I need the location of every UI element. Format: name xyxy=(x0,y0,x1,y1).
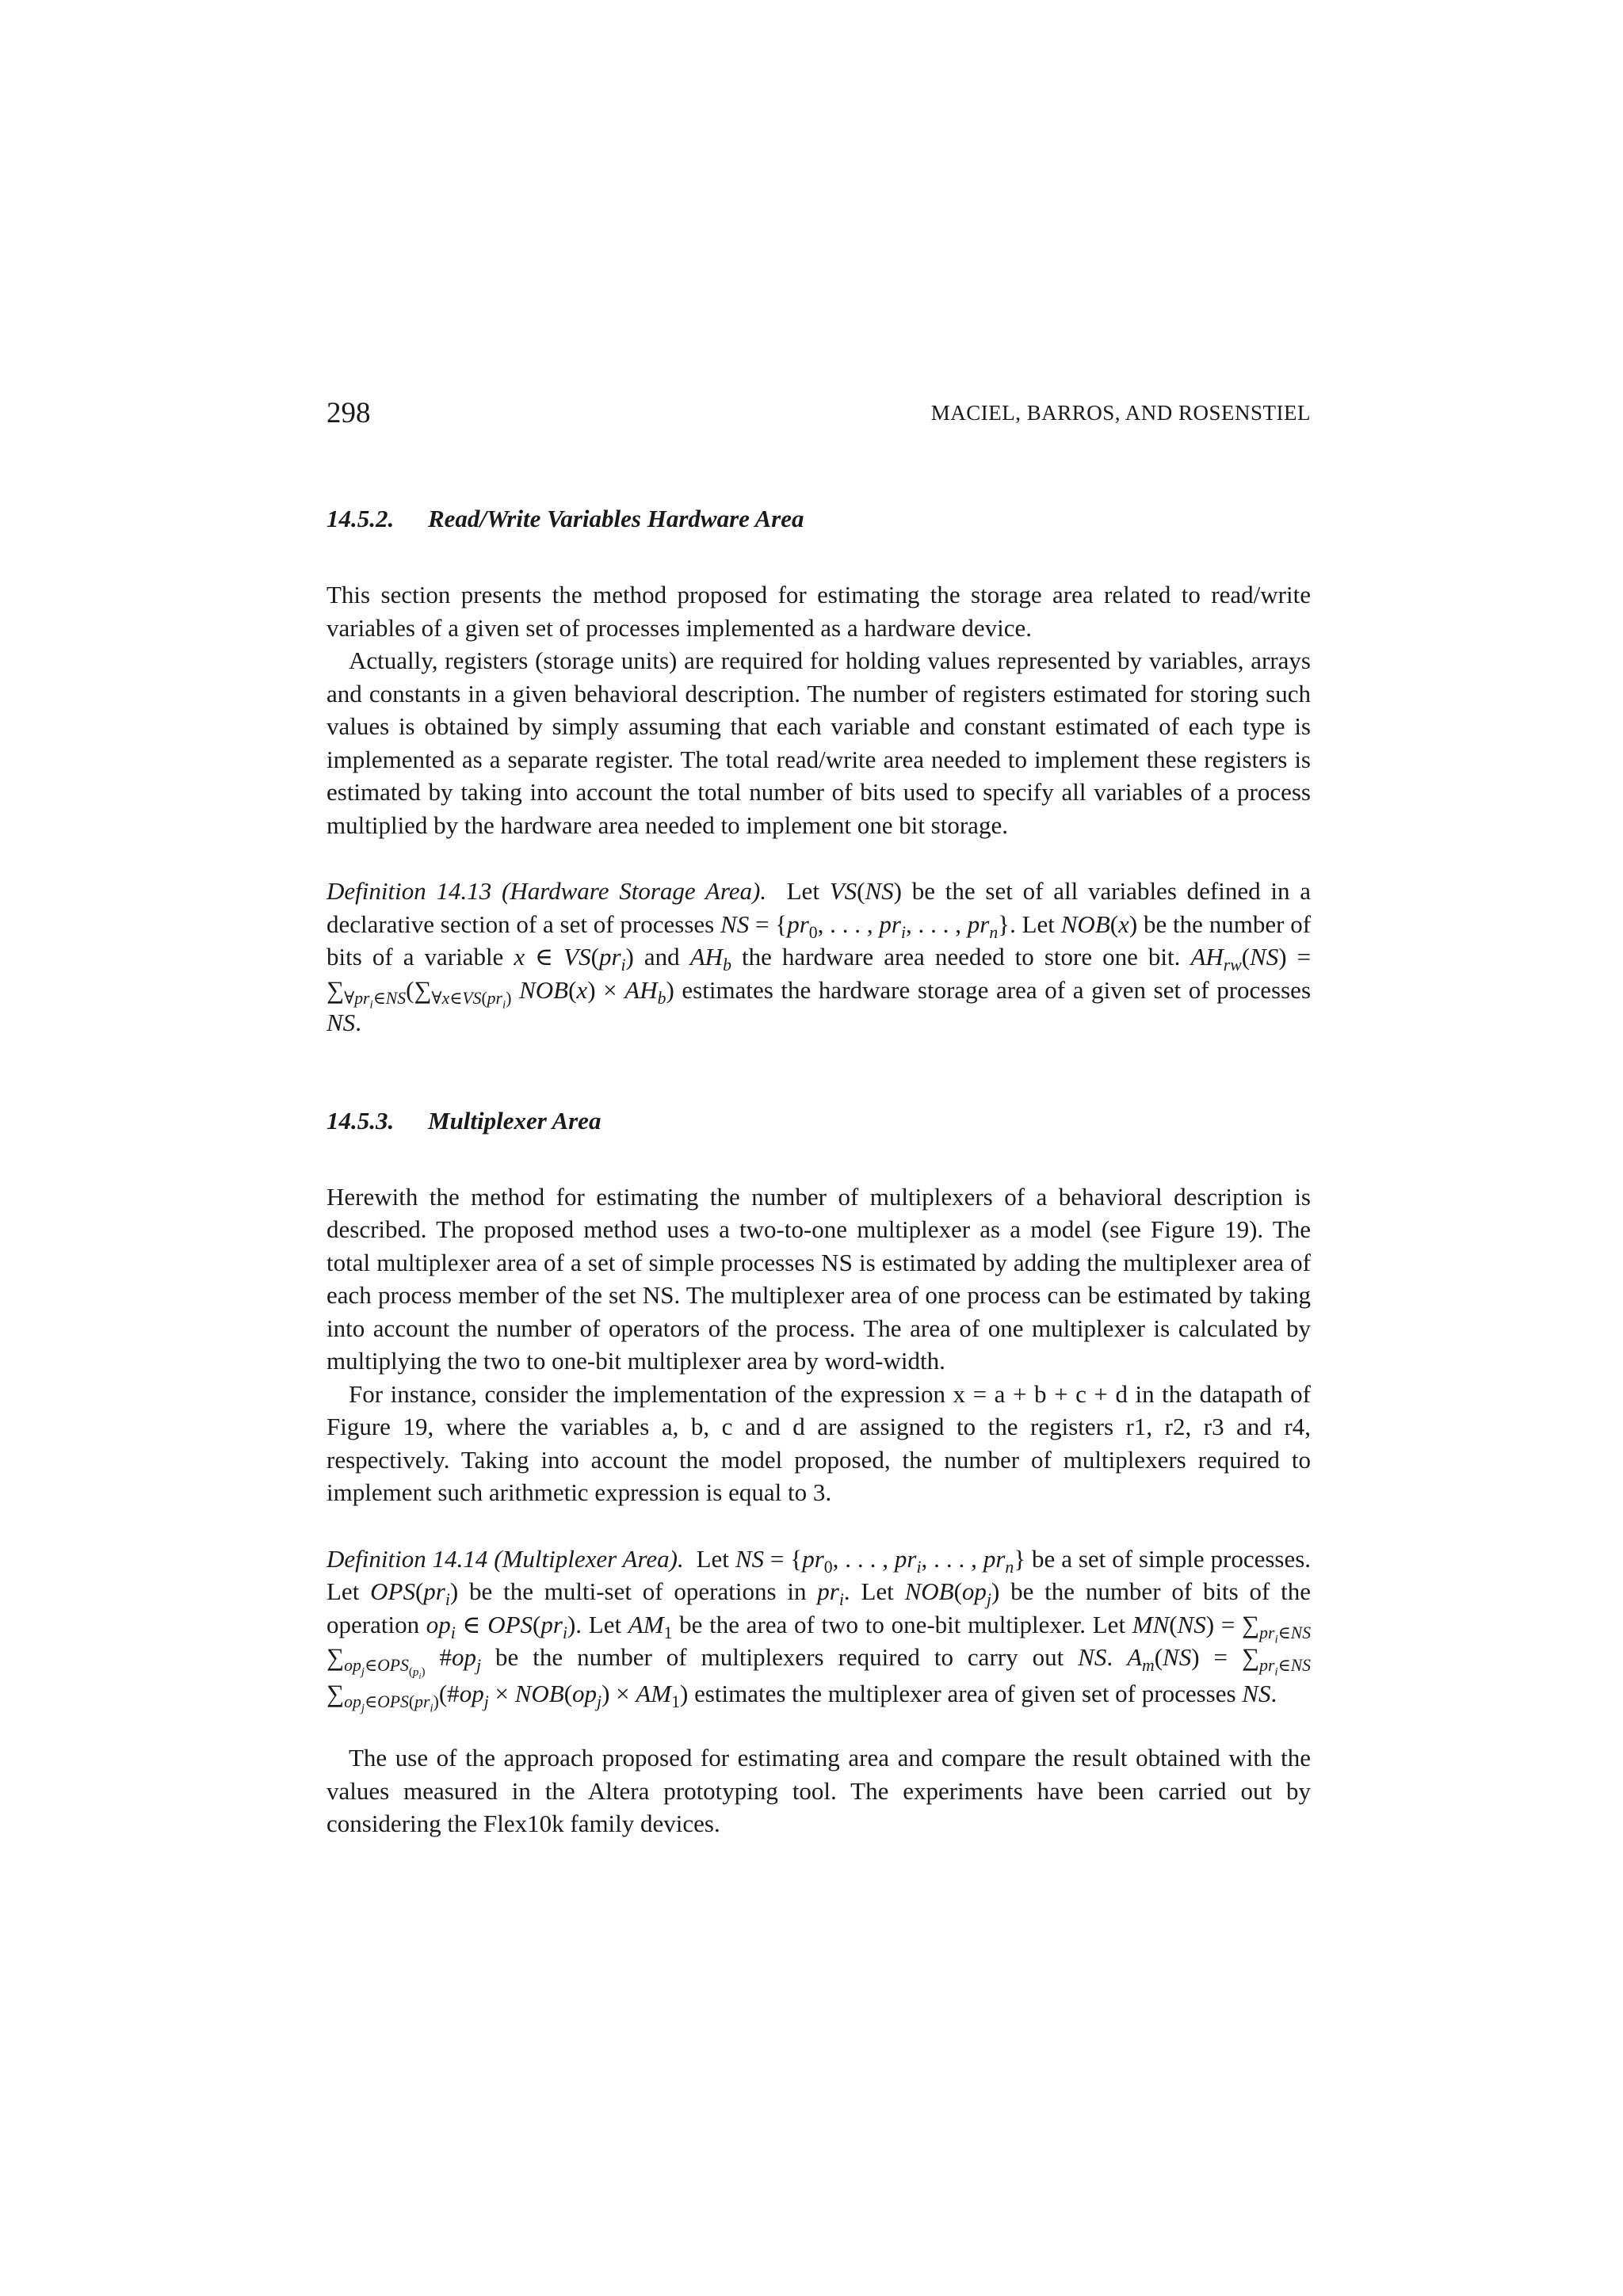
section-number: 14.5.3. xyxy=(327,1106,395,1135)
paragraph: For instance, consider the implementation of the expression x = a + b + c + d in the datapath of Figure 19, where the variables a, b, c and d are assigned to the registers r1, r2, r3 and r4, respectively. Taking into account the model proposed, the number of multiplexers required to implement such arithmetic expression is equal to 3. xyxy=(327,1379,1311,1506)
section-title: Read/Write Variables Hardware Area xyxy=(428,505,804,532)
page xyxy=(327,396,1311,1840)
paragraph: Herewith the method for estimating the number of multiplexers of a behavioral description is described. The proposed method uses a two-to-one multiplexer as a model (see Figure 19). The total multiplexer area of a set of simple processes NS is estimated by adding the multiplexer area of each process member of the set NS. The multiplexer area of one process can be estimated by taking into account the number of operators of the process. The area of one multiplexer is calculated by multiplying the two to one-bit multiplexer area by word-width. xyxy=(327,1182,1311,1375)
section-heading-14-5-2 xyxy=(327,502,1311,536)
section-title: Multiplexer Area xyxy=(428,1106,601,1135)
running-head xyxy=(327,396,1311,436)
section-heading-14-5-3 xyxy=(327,1104,1311,1138)
definition-label: Definition 14.13 (Hardware Storage Area). xyxy=(327,877,767,905)
page-number: 298 xyxy=(327,397,371,429)
definition-14-14: Definition 14.14 (Multiplexer Area). Let NS = {$pr_0$, . . . , $pr_i$, . . . , $pr_n$} be a set of simple processes. Let $OPS(pr_i)$ be the multi-set of operations in $pr_i$. Let $NOB(op_j)$ be the number of bits of the operation $op_i$ ∈ $OPS(pr_i)$. Let $AM_1$ be the area of two to one-bit multiplexer. Let $MN(NS) = \sum_{pr_i\in NS}$ $\sum_{op_j\in OPS_{(p_i)}}$ $\#op_j$ be the number of multiplexers required to carry out NS. $A_m(NS) = \sum_{pr_i\in NS}$ $\sum_{op_j\in OPS(pr_i)}(\#op_j \times NOB(op_j) \times AM_1)$ estimates the multiplexer area of given set of processes NS. xyxy=(327,1544,1312,1715)
running-head-authors: MACIEL, BARROS, AND ROSENSTIEL xyxy=(930,401,1311,425)
definition-14-13: Definition 14.13 (Hardware Storage Area). Let VS(NS) be the set of all variables defined in a declarative section of a set of processes NS = {$pr_0$, . . . , $pr_i$, . . . , $pr_n$}. Let NOB(x) be the number of bits of a variable x ∈ $VS(pr_i)$ and $AH_b$ the hardware area needed to store one bit. $AH_{rw}(NS) = \sum_{\forall pr_i\in NS}(\sum_{\forall x\in VS(pr_i)}$ $NOB(x) \times AH_b$) estimates the hardware storage area of a given set of processes NS. xyxy=(327,877,1312,1036)
paragraph: This section presents the method proposed for estimating the storage area related to read/write variables of a given set of processes implemented as a hardware device. xyxy=(327,581,1311,642)
definition-label: Definition 14.14 (Multiplexer Area). xyxy=(327,1544,684,1573)
section-number: 14.5.2. xyxy=(327,505,395,532)
paragraph: Actually, registers (storage units) are required for holding values represented by variables, arrays and constants in a given behavioral description. The number of registers estimated for storing such values is obtained by simply assuming that each variable and constant estimated of each type is implemented as a separate register. The total read/write area needed to implement these registers is estimated by taking into account the total number of bits used to specify all variables of a process multiplied by the hardware area needed to implement one bit storage. xyxy=(327,646,1311,839)
paragraph-closing: The use of the approach proposed for estimating area and compare the result obtained with the values measured in the Altera prototyping tool. The experiments have been carried out by considering the Flex10k family devices. xyxy=(327,1744,1311,1838)
